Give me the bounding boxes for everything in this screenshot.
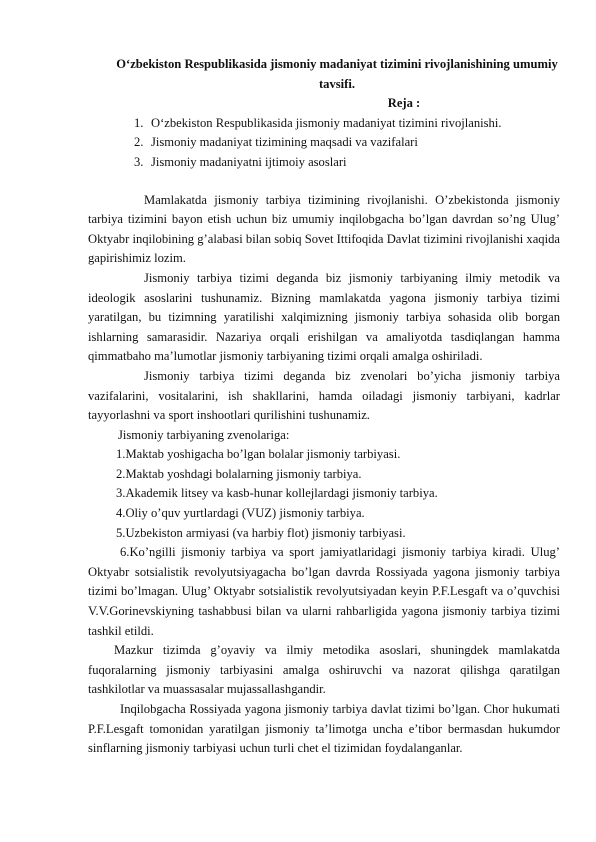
plan-item: 2. Jismoniy madaniyat tizimining maqsadi va vazifalari: [134, 135, 418, 150]
plan-label: Reja :: [387, 96, 421, 111]
zveno-item: 3.Akademik litsey va kasb-hunar kollejlardagi jismoniy tarbiya.: [116, 486, 438, 501]
paragraph-5: Mazkur tizimda g’oyaviy va ilmiy metodika asoslari, shuningdek mamlakatda fuqoralarning jismoniy tarbiyasini amalga oshiruvchi va nazorat qilishga qaratilgan tashkilotlar va muassasalar mujassallashgandir.: [88, 643, 560, 697]
spacer: [88, 173, 560, 191]
paragraph-1: Mamlakatda jismoniy tarbiya tizimining rivojlanishi. O’zbekistonda jismoniy tarbiya tizimini bayon etish uchun biz umumiy inqilobgacha bo’lgan davrdan so’ng Ulug’ Oktyabr inqilobining g’alabasi bilan sobiq Sovet Ittifoqida Davlat tizimini rivojlanishi xaqida gapirishimiz lozim.: [88, 192, 560, 266]
zveno-item: 4.Oliy o’quv yurtlardagi (VUZ) jismoniy tarbiya.: [116, 506, 365, 521]
plan-item: 1. O‘zbekiston Respublikasida jismoniy madaniyat tizimini rivojlanishi.: [134, 115, 502, 130]
zveno-item: 1.Maktab yoshigacha bo’lgan bolalar jismoniy tarbiyasi.: [116, 447, 401, 462]
document-title: O‘zbekiston Respublikasida jismoniy madaniyat tizimini rivojlanishining umumiy tavsifi.: [116, 57, 558, 91]
zveno-item: 5.Uzbekiston armiyasi (va harbiy flot) jismoniy tarbiyasi.: [116, 525, 406, 540]
paragraph-4: 6.Ko’ngilli jismoniy tarbiya va sport jamiyatlaridagi jismoniy tarbiya kiradi. Ulug’ Oktyabr sotsialistik revolyutsiyagacha bo’lgan davrda Rossiyada yagona jismoniy tarbiya tizimi bo’lmagan. Ulug’ Oktyabr sotsialistik revolyutsiyadan keyin P.F.Lesgaft va o’quvchisi V.V.Gorinevskiyning tashabbusi bilan va ularni rahbarligida yagona jismoniy tarbiya tizimi tashkil etildi.: [88, 545, 560, 638]
plan-list: [88, 114, 560, 173]
paragraph-3: Jismoniy tarbiya tizimi deganda biz zvenolari bo’yicha jismoniy tarbiya vazifalarini, vositalarini, ish shakllarini, hamda oiladagi jismoniy tarbiyani, kadrlar tayyorlashni va sport inshootlari qurilishini tushunamiz.: [88, 368, 560, 423]
paragraph-6: Inqilobgacha Rossiyada yagona jismoniy tarbiya davlat tizimi bo’lgan. Chor hukumati P.F.Lesgaft tomonidan yaratilgan jismoniy ta’limotga uncha e’tibor bermasdan hukumdor sinflarning jismoniy tarbiyasi uchun turli chet el tizimidan foydalanganlar.: [88, 702, 560, 756]
plan-item: 3. Jismoniy madaniyatni ijtimoiy asoslari: [134, 154, 347, 169]
zveno-item: 2.Maktab yoshdagi bolalarning jismoniy tarbiya.: [116, 466, 362, 481]
paragraph-2: Jismoniy tarbiya tizimi deganda biz jismoniy tarbiyaning ilmiy metodik va ideologik asoslarini tushunamiz. Bizning mamlakatda yagona jismoniy tarbiya tizimi yaratilgan, bu tizimning yaratilishi xalqimizning jismoniy tarbiya sohasida olib borgan ishlarning samarasidir. Nazariya orqali erishilgan va amaliyotda tasdiqlangan hamma qimmatbaho ma’lumotlar jismoniy tarbiyaning tizimi orqali amalga oshiriladi.: [88, 270, 560, 364]
zveno-heading: Jismoniy tarbiyaning zvenolariga:: [118, 427, 290, 442]
